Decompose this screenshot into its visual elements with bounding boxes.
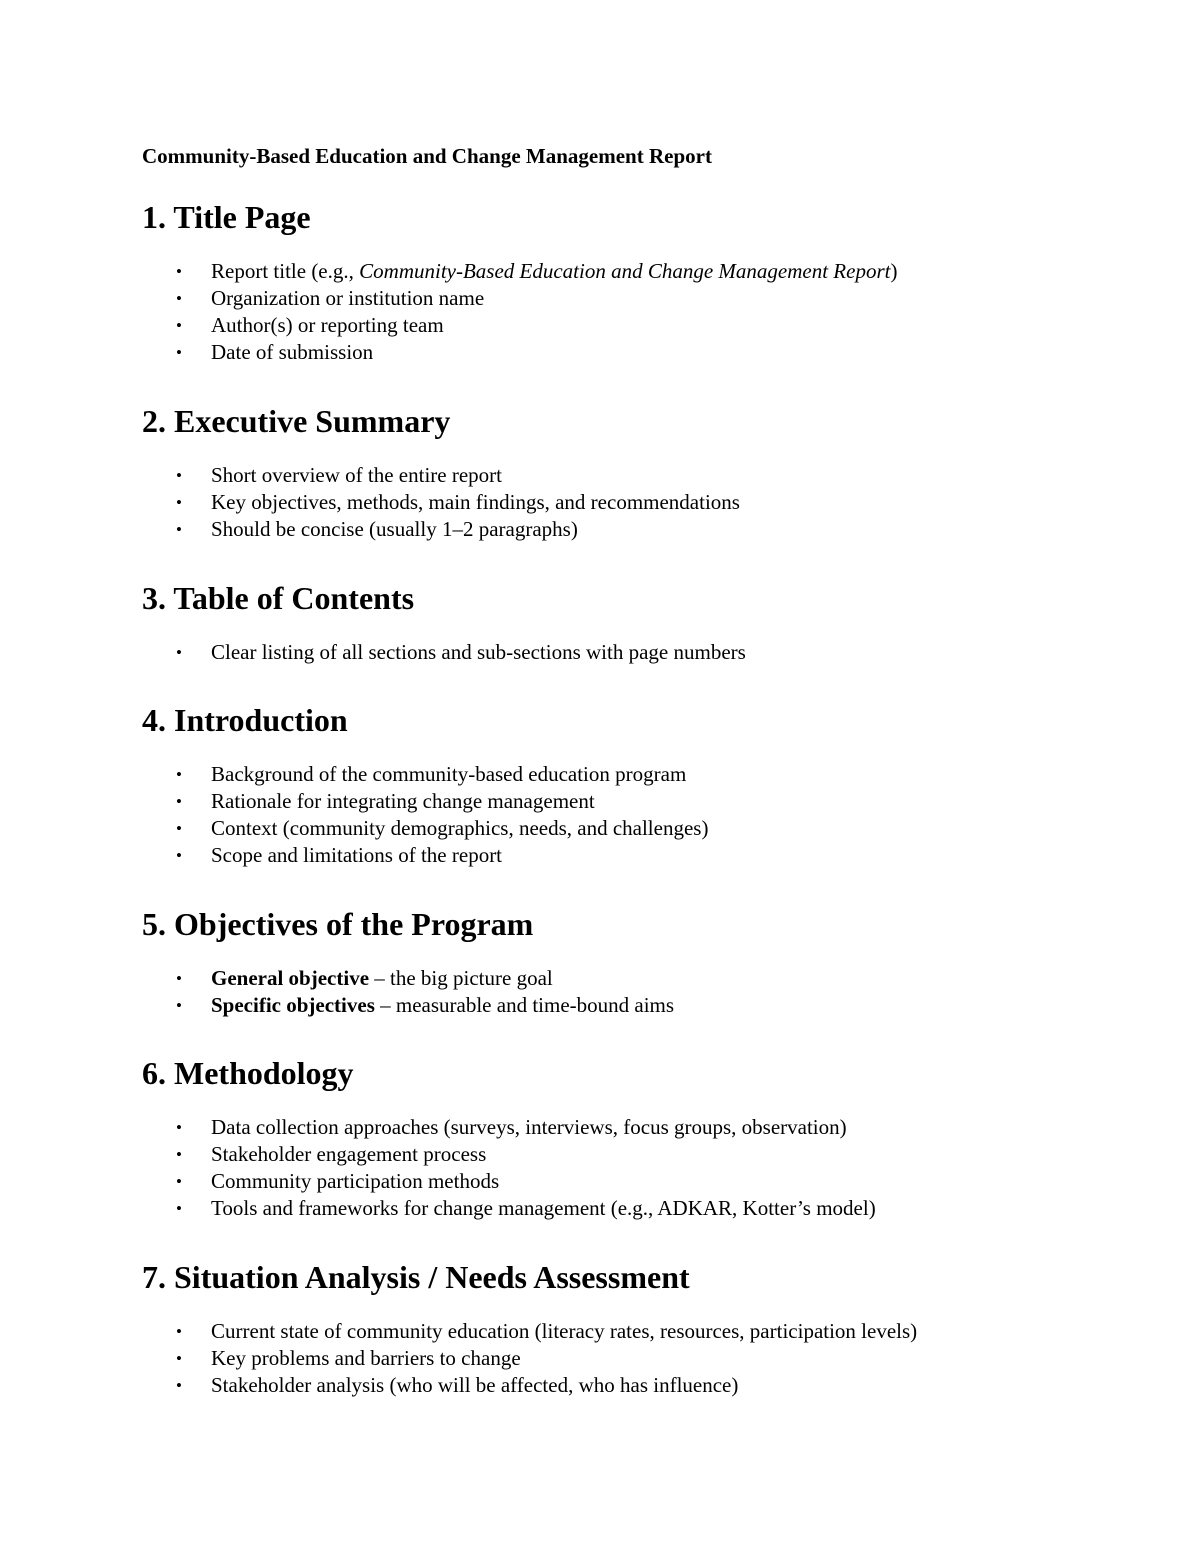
bullet-icon: • — [176, 1199, 182, 1218]
section-heading: 6. Methodology — [142, 1055, 354, 1091]
list-item — [142, 639, 1142, 666]
bullet-list — [142, 258, 1142, 366]
section-situation-analysis — [142, 1257, 1142, 1399]
bullet-list — [142, 761, 1142, 869]
list-item-text: Key objectives, methods, main findings, and recommendations — [211, 490, 740, 514]
list-item — [142, 312, 1142, 339]
bullet-icon: • — [176, 262, 182, 281]
list-item — [142, 788, 1142, 815]
bullet-icon: • — [176, 819, 182, 838]
list-item-text: Short overview of the entire report — [211, 463, 502, 487]
list-item — [142, 339, 1142, 366]
list-item — [142, 516, 1142, 543]
list-item-text: Context (community demographics, needs, and challenges) — [211, 816, 709, 840]
list-item-text: Stakeholder engagement process — [211, 1142, 487, 1166]
list-item-text: Date of submission — [211, 340, 374, 364]
bullet-icon: • — [176, 343, 182, 362]
bullet-icon: • — [176, 996, 182, 1015]
section-heading: 4. Introduction — [142, 702, 348, 738]
bullet-icon: • — [176, 1145, 182, 1164]
bullet-icon: • — [176, 289, 182, 308]
bullet-icon: • — [176, 316, 182, 335]
list-item-text: Background of the community-based education program — [211, 762, 687, 786]
list-item-text: Current state of community education (literacy rates, resources, participation levels) — [211, 1319, 918, 1343]
list-item — [142, 1141, 1142, 1168]
list-item — [142, 1168, 1142, 1195]
bullet-list — [142, 1114, 1142, 1222]
list-item-text: ) — [890, 259, 898, 283]
section-table-of-contents — [142, 578, 1142, 666]
list-item — [142, 815, 1142, 842]
list-item-text: Stakeholder analysis (who will be affected, who has influence) — [211, 1373, 739, 1397]
bullet-icon: • — [176, 1118, 182, 1137]
bullet-icon: • — [176, 1322, 182, 1341]
bullet-icon: • — [176, 520, 182, 539]
list-item-text: Report title (e.g., — [211, 259, 360, 283]
list-item — [142, 1318, 1142, 1345]
section-heading: 1. Title Page — [142, 199, 311, 235]
bullet-icon: • — [176, 466, 182, 485]
list-item-text: Clear listing of all sections and sub-sections with page numbers — [211, 640, 746, 664]
list-item-text: Scope and limitations of the report — [211, 843, 503, 867]
section-heading: 5. Objectives of the Program — [142, 906, 534, 942]
bullet-icon: • — [176, 792, 182, 811]
section-heading: 7. Situation Analysis / Needs Assessment — [142, 1259, 690, 1295]
list-item — [142, 1114, 1142, 1141]
section-title-page — [142, 197, 1142, 366]
list-item-text: Author(s) or reporting team — [211, 313, 444, 337]
bullet-icon: • — [176, 765, 182, 784]
list-item — [142, 489, 1142, 516]
section-heading: 2. Executive Summary — [142, 403, 451, 439]
list-item — [142, 761, 1142, 788]
list-item-text: Organization or institution name — [211, 286, 485, 310]
section-methodology — [142, 1053, 1142, 1222]
list-item-text: Tools and frameworks for change management (e.g., ADKAR, Kotter’s model) — [211, 1196, 876, 1220]
list-item — [142, 285, 1142, 312]
list-item — [142, 992, 1142, 1019]
section-introduction — [142, 700, 1142, 869]
list-item-text: – measurable and time-bound aims — [374, 993, 675, 1017]
list-item-text: – the big picture goal — [369, 966, 553, 990]
bullet-icon: • — [176, 1349, 182, 1368]
bullet-icon: • — [176, 969, 182, 988]
list-item-bold-text: Specific objectives — [211, 993, 375, 1017]
section-executive-summary — [142, 401, 1142, 543]
list-item — [142, 462, 1142, 489]
list-item — [142, 1345, 1142, 1372]
bullet-list — [142, 965, 1142, 1019]
bullet-list — [142, 1318, 1142, 1399]
list-item — [142, 1372, 1142, 1399]
bullet-icon: • — [176, 1172, 182, 1191]
section-heading: 3. Table of Contents — [142, 580, 415, 616]
list-item — [142, 1195, 1142, 1222]
list-item-text: Data collection approaches (surveys, interviews, focus groups, observation) — [211, 1115, 847, 1139]
bullet-icon: • — [176, 1376, 182, 1395]
bullet-icon: • — [176, 643, 182, 662]
list-item-text: Key problems and barriers to change — [211, 1346, 521, 1370]
list-item-bold-text: General objective — [211, 966, 370, 990]
bullet-icon: • — [176, 493, 182, 512]
list-item-text: Should be concise (usually 1–2 paragraphs) — [211, 517, 578, 541]
list-item-text: Community participation methods — [211, 1169, 500, 1193]
list-item — [142, 258, 1142, 285]
list-item — [142, 842, 1142, 869]
list-item-italic-text: Community-Based Education and Change Management Report — [359, 259, 891, 283]
bullet-list — [142, 462, 1142, 543]
document-title: Community-Based Education and Change Management Report — [142, 144, 712, 168]
bullet-icon: • — [176, 846, 182, 865]
bullet-list — [142, 639, 1142, 666]
section-objectives — [142, 904, 1142, 1019]
list-item — [142, 965, 1142, 992]
list-item-text: Rationale for integrating change management — [211, 789, 595, 813]
